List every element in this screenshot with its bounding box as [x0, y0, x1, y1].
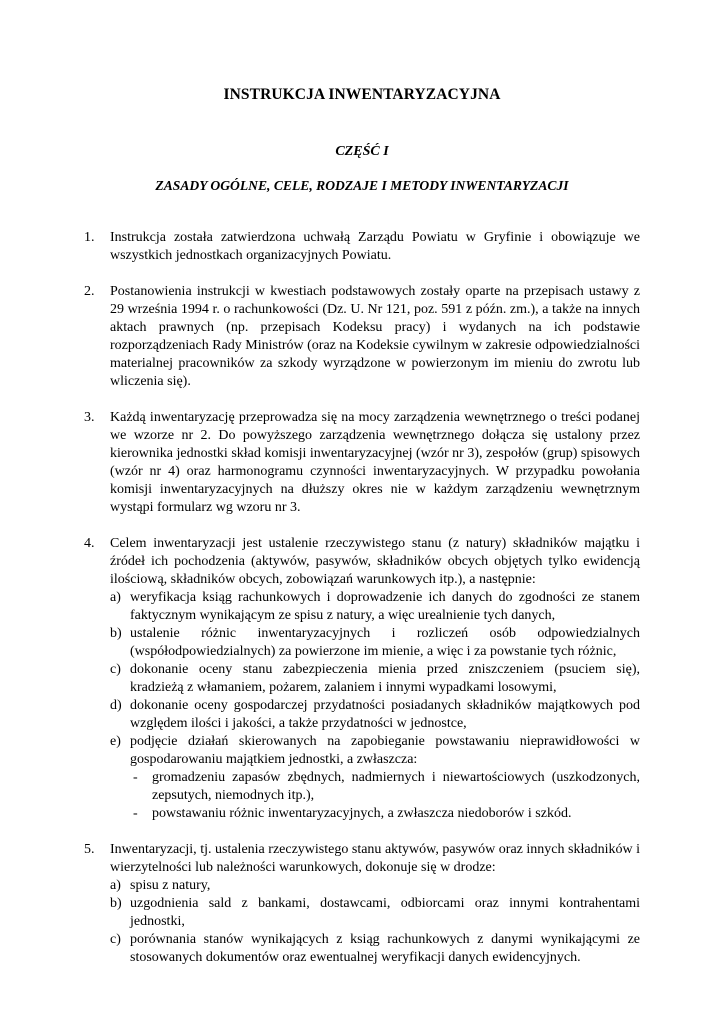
subitem-letter: a)	[110, 878, 121, 893]
subitem-letter: c)	[110, 662, 121, 677]
list-item-3	[84, 409, 640, 517]
subitem-text: ustalenie różnic inwentaryzacyjnych i rozliczeń osób odpowiedzialnych (współodpowiedzialnych) za powierzone im mienie, a więc i za powstanie tych różnic,	[130, 626, 640, 659]
item-text: Celem inwentaryzacji jest ustalenie rzeczywistego stanu (z natury) składników majątku i źródeł ich pochodzenia (aktywów, pasywów, składników obcych objętych tylko ewidencją ilościową, składników obcych, zobowiązań warunkowych itp.), a następnie:	[110, 536, 640, 587]
subitem-text: spisu z natury,	[130, 878, 211, 893]
dash-mark: -	[133, 770, 138, 785]
item-number: 5.	[84, 842, 95, 857]
part-heading: CZĘŚĆ I	[335, 144, 389, 159]
numbered-list	[84, 229, 640, 985]
item-text: Inwentaryzacji, tj. ustalenia rzeczywistego stanu aktywów, pasywów oraz innych składników i wierzytelności lub należności warunkowych, dokonuje się w drodze:	[110, 842, 640, 875]
item-number: 1.	[84, 230, 95, 245]
list-item-4	[84, 535, 640, 823]
subitem-text: porównania stanów wynikających z ksiąg rachunkowych z danymi wynikającymi ze stosowanych dokumentów oraz ewentualnej weryfikacji danych ewidencyjnych.	[130, 932, 640, 965]
dash-item-2	[110, 805, 640, 823]
subitem-d	[110, 697, 640, 733]
document-title: INSTRUKCJA INWENTARYZACYJNA	[223, 86, 501, 103]
subitem-b	[110, 895, 640, 931]
subitem-a	[110, 589, 640, 625]
subitem-letter: b)	[110, 626, 122, 641]
item-text: Instrukcja została zatwierdzona uchwałą Zarządu Powiatu w Gryfinie i obowiązuje we wszystkich jednostkach organizacyjnych Powiatu.	[110, 230, 640, 263]
list-item-2	[84, 283, 640, 391]
item-number: 3.	[84, 410, 95, 425]
subitem-e	[110, 733, 640, 769]
item-text: Każdą inwentaryzację przeprowadza się na mocy zarządzenia wewnętrznego o treści podanej we wzorze nr 2. Do powyższego zarządzenia wewnętrznego dołącza się ustalony przez kierownika jednostki skład komisji inwentaryzacyjnej (wzór nr 3), zespołów (grup) spisowych (wzór nr 4) oraz harmonogramu czynności inwentaryzacyjnych. W przypadku powołania komisji inwentaryzacyjnych na dłuższy okres nie w każdym zarządzeniu wewnętrznym wystąpi formularz wg wzoru nr 3.	[110, 410, 640, 515]
subitem-text: uzgodnienia sald z bankami, dostawcami, odbiorcami oraz innymi kontrahentami jednostki,	[130, 896, 640, 929]
subitem-text: dokonanie oceny gospodarczej przydatności posiadanych składników majątkowych pod względem ilości i jakości, a także przydatności w jednostce,	[130, 698, 640, 731]
subitem-letter: d)	[110, 698, 122, 713]
subitem-text: dokonanie oceny stanu zabezpieczenia mienia przed zniszczeniem (psuciem się), kradzieżą z włamaniem, pożarem, zalaniem i innymi wypadkami losowymi,	[130, 662, 640, 695]
subitem-letter: c)	[110, 932, 121, 947]
subitem-c	[110, 931, 640, 967]
dash-text: powstawaniu różnic inwentaryzacyjnych, a zwłaszcza niedoborów i szkód.	[152, 806, 572, 821]
subitem-text: weryfikacja ksiąg rachunkowych i doprowadzenie ich danych do zgodności ze stanem faktycznym wynikającym ze spisu z natury, a więc urealnienie tych danych,	[130, 590, 640, 623]
item-number: 4.	[84, 536, 95, 551]
dash-item-1	[110, 769, 640, 805]
subitem-letter: e)	[110, 734, 121, 749]
section-subtitle: ZASADY OGÓLNE, CELE, RODZAJE I METODY INWENTARYZACJI	[155, 178, 569, 193]
subitem-c	[110, 661, 640, 697]
subitem-letter: a)	[110, 590, 121, 605]
subitem-text: podjęcie działań skierowanych na zapobieganie powstawaniu nieprawidłowości w gospodarowaniu majątkiem jednostki, a zwłaszcza:	[130, 734, 640, 767]
subitem-b	[110, 625, 640, 661]
item-text: Postanowienia instrukcji w kwestiach podstawowych zostały oparte na przepisach ustawy z 29 września 1994 r. o rachunkowości (Dz. U. Nr 121, poz. 591 z późn. zm.), a także na innych aktach prawnych (np. przepisach Kodeksu pracy) i wydanych na ich podstawie rozporządzeniach Rady Ministrów (oraz na Kodeksie cywilnym w zakresie odpowiedzialności materialnej pracowników za szkody wyrządzone w powierzonym im mieniu do zwrotu lub wliczenia się).	[110, 284, 640, 389]
list-item-5	[84, 841, 640, 967]
dash-text: gromadzeniu zapasów zbędnych, nadmiernych i niewartościowych (uszkodzonych, zepsutych, niemodnych itp.),	[152, 770, 640, 803]
dash-mark: -	[133, 806, 138, 821]
list-item-1	[84, 229, 640, 265]
subitem-letter: b)	[110, 896, 122, 911]
item-number: 2.	[84, 284, 95, 299]
subitem-a	[110, 877, 640, 895]
